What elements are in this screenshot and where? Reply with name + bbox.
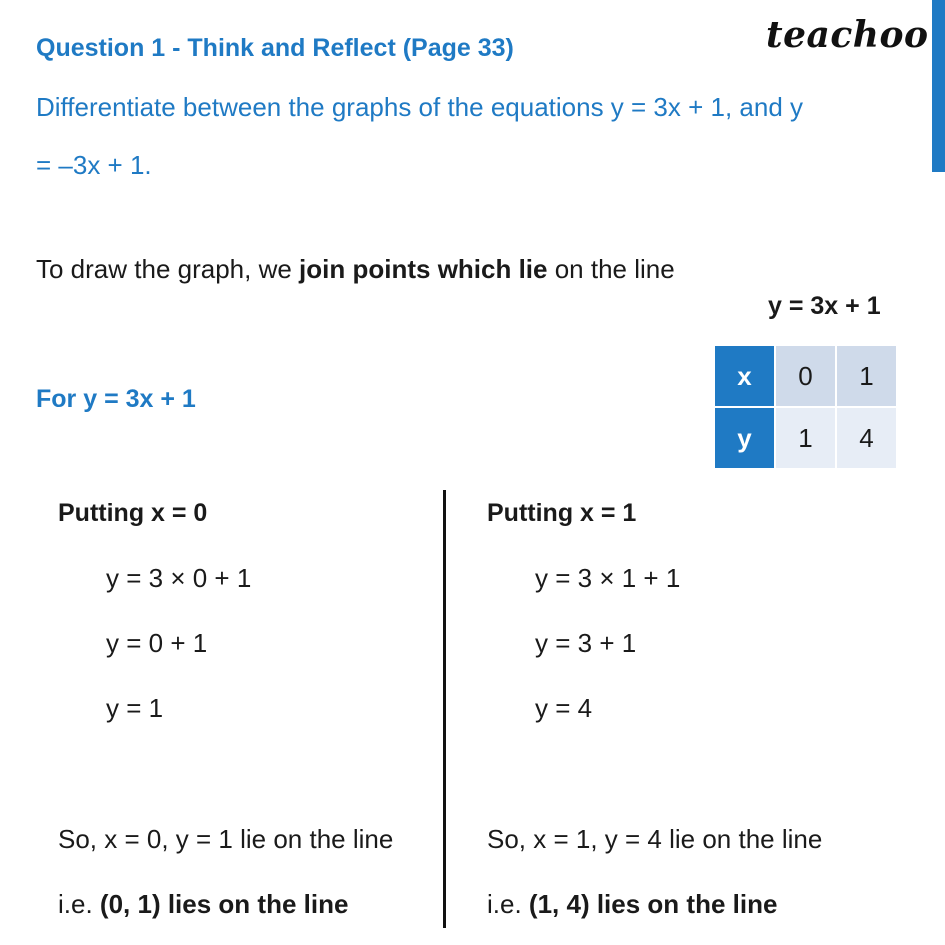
right-step-3: y = 4 bbox=[535, 693, 593, 723]
intro-prefix: To draw the graph, we bbox=[36, 254, 300, 284]
right-conclusion: So, x = 1, y = 4 lie on the line bbox=[487, 824, 823, 854]
right-step-1: y = 3 × 1 + 1 bbox=[535, 563, 681, 593]
right-ie-bold: (1, 4) lies on the line bbox=[528, 889, 778, 919]
table-row-y bbox=[715, 408, 896, 468]
intro-sentence bbox=[36, 254, 675, 285]
right-column-heading: Putting x = 1 bbox=[487, 499, 637, 527]
teachoo-logo[interactable]: teachoo bbox=[766, 14, 929, 56]
column-divider bbox=[443, 490, 446, 928]
question-title: Question 1 - Think and Reflect (Page 33) bbox=[36, 34, 514, 62]
left-ie-line bbox=[58, 889, 348, 920]
right-step-2: y = 3 + 1 bbox=[535, 628, 637, 658]
table-cell-y-1: 4 bbox=[837, 408, 896, 468]
value-table bbox=[713, 344, 898, 470]
question-text-line-2: = –3x + 1. bbox=[36, 150, 152, 180]
left-step-2: y = 0 + 1 bbox=[106, 628, 208, 658]
left-ie-bold: (0, 1) lies on the line bbox=[99, 889, 349, 919]
scrollbar-thumb[interactable] bbox=[932, 0, 945, 172]
left-column-heading: Putting x = 0 bbox=[58, 499, 208, 527]
table-header-y: y bbox=[715, 408, 774, 468]
table-row-x bbox=[715, 346, 896, 406]
table-cell-y-0: 1 bbox=[776, 408, 835, 468]
left-ie-prefix: i.e. bbox=[58, 889, 100, 919]
table-cell-x-0: 0 bbox=[776, 346, 835, 406]
table-header-x: x bbox=[715, 346, 774, 406]
right-ie-prefix: i.e. bbox=[487, 889, 529, 919]
left-step-1: y = 3 × 0 + 1 bbox=[106, 563, 252, 593]
table-equation-label: y = 3x + 1 bbox=[768, 292, 881, 320]
intro-suffix: on the line bbox=[547, 254, 675, 284]
intro-bold: join points which lie bbox=[299, 254, 548, 284]
table-cell-x-1: 1 bbox=[837, 346, 896, 406]
left-step-3: y = 1 bbox=[106, 693, 164, 723]
question-text-line-1: Differentiate between the graphs of the equations y = 3x + 1, and y bbox=[36, 92, 804, 122]
right-ie-line bbox=[487, 889, 777, 920]
section-heading: For y = 3x + 1 bbox=[36, 385, 196, 413]
left-conclusion: So, x = 0, y = 1 lie on the line bbox=[58, 824, 394, 854]
